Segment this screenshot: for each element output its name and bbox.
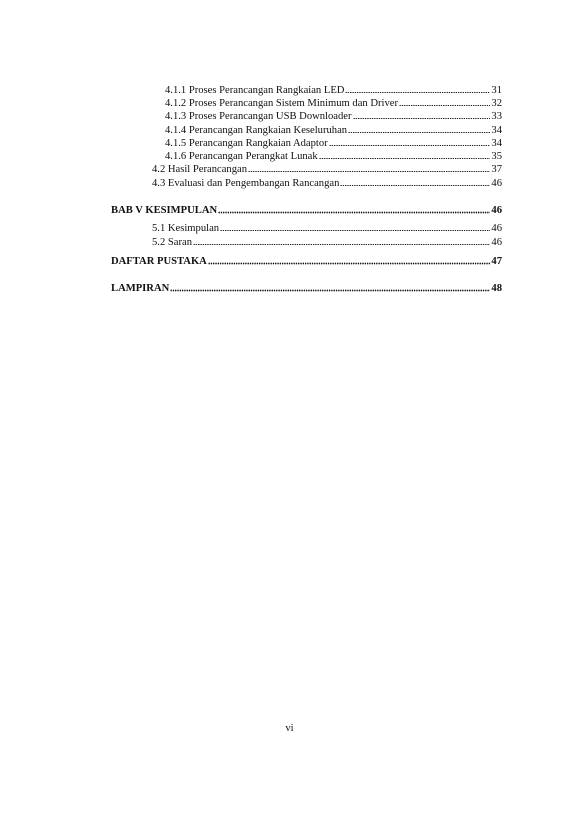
page-number: vi (285, 723, 294, 734)
toc-entry-page: 31 (491, 85, 502, 96)
dot-leader (248, 170, 490, 173)
dot-leader (348, 131, 490, 134)
toc-entry-page: 46 (491, 237, 502, 248)
toc-chapter-daftar-pustaka (111, 254, 502, 268)
toc-entry-page: 32 (491, 98, 502, 109)
toc-entry-page: 46 (491, 223, 502, 234)
dot-leader (340, 184, 490, 187)
dot-leader (319, 157, 491, 160)
dot-leader (353, 117, 491, 120)
toc-entry-title: 4.1.6 Perancangan Perangkat Lunak (165, 151, 318, 162)
toc-chapter-page: 48 (491, 283, 502, 294)
toc-chapter-bab-v (111, 203, 502, 217)
toc-entry-4-1-3 (165, 109, 502, 123)
dot-leader (170, 289, 490, 292)
toc-entry-4-1-6 (165, 149, 502, 163)
toc-entry-4-1-5 (165, 136, 502, 150)
toc-chapter-title: DAFTAR PUSTAKA (111, 256, 207, 267)
toc-entry-4-1-2 (165, 96, 502, 110)
toc-entry-page: 34 (491, 125, 502, 136)
toc-chapter-page: 46 (491, 205, 502, 216)
toc-entry-title: 4.1.1 Proses Perancangan Rangkaian LED (165, 85, 345, 96)
toc-entry-page: 34 (491, 138, 502, 149)
toc-entry-title: 4.1.5 Perancangan Rangkaian Adaptor (165, 138, 328, 149)
toc-entry-4-1-1 (165, 83, 502, 97)
toc-entry-4-1-4 (165, 123, 502, 137)
toc-entry-title: 4.3 Evaluasi dan Pengembangan Rancangan (152, 178, 340, 189)
toc-entry-page: 35 (491, 151, 502, 162)
toc-entry-page: 33 (491, 111, 502, 122)
dot-leader (193, 243, 490, 246)
toc-entry-title: 4.1.4 Perancangan Rangkaian Keseluruhan (165, 125, 348, 136)
dot-leader (208, 262, 491, 265)
toc-chapter-title: BAB V KESIMPULAN (111, 205, 218, 216)
toc-entry-4-2 (152, 162, 502, 176)
dot-leader (218, 211, 490, 214)
toc-entry-title: 4.1.2 Proses Perancangan Sistem Minimum dan Driver (165, 98, 399, 109)
toc-entry-title: 4.1.3 Proses Perancangan USB Downloader (165, 111, 352, 122)
toc-chapter-page: 47 (491, 256, 502, 267)
toc-entry-title: 4.2 Hasil Perancangan (152, 164, 248, 175)
toc-entry-5-1 (152, 221, 502, 235)
dot-leader (345, 91, 490, 94)
toc-entry-page: 46 (491, 178, 502, 189)
dot-leader (329, 144, 491, 147)
toc-entry-title: 5.2 Saran (152, 237, 193, 248)
toc-entry-5-2 (152, 235, 502, 249)
toc-chapter-title: LAMPIRAN (111, 283, 170, 294)
toc-entry-4-3 (152, 176, 502, 190)
toc-chapter-lampiran (111, 281, 502, 295)
toc-entry-title: 5.1 Kesimpulan (152, 223, 220, 234)
dot-leader (220, 229, 490, 232)
toc-entry-page: 37 (491, 164, 502, 175)
dot-leader (399, 104, 490, 107)
